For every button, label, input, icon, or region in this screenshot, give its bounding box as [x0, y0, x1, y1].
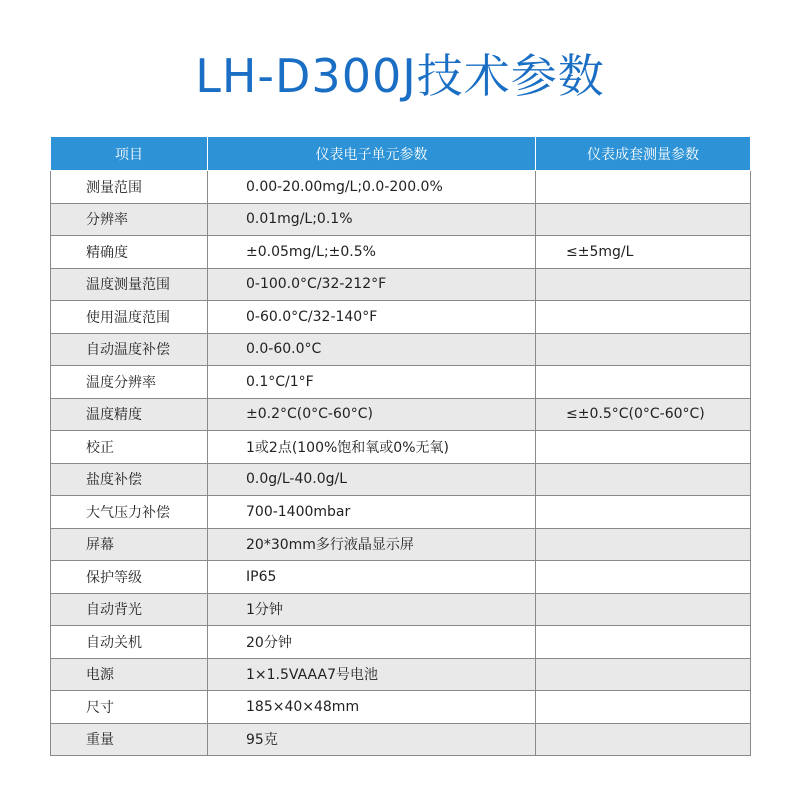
table-row: [51, 301, 751, 334]
cell-item: 测量范围: [51, 171, 208, 204]
cell-item: 电源: [51, 658, 208, 691]
cell-set-param: [536, 463, 751, 496]
cell-item: 温度测量范围: [51, 268, 208, 301]
table-row: [51, 203, 751, 236]
cell-unit-param: 1或2点(100%饱和氧或0%无氧): [208, 431, 536, 464]
cell-set-param: ≤±0.5°C(0°C-60°C): [536, 398, 751, 431]
cell-set-param: [536, 431, 751, 464]
spec-table: [50, 136, 751, 756]
column-header-item: 项目: [51, 137, 208, 171]
cell-unit-param: 0.00-20.00mg/L;0.0-200.0%: [208, 171, 536, 204]
cell-set-param: [536, 658, 751, 691]
cell-unit-param: 0-100.0°C/32-212°F: [208, 268, 536, 301]
cell-set-param: [536, 268, 751, 301]
column-header-unit-params: 仪表电子单元参数: [208, 137, 536, 171]
cell-unit-param: ±0.05mg/L;±0.5%: [208, 236, 536, 269]
table-row: [51, 626, 751, 659]
table-row: [51, 561, 751, 594]
cell-unit-param: 0.1°C/1°F: [208, 366, 536, 399]
table-row: [51, 496, 751, 529]
table-row: [51, 723, 751, 756]
cell-item: 保护等级: [51, 561, 208, 594]
cell-item: 温度分辨率: [51, 366, 208, 399]
table-header-row: [51, 137, 751, 171]
cell-set-param: [536, 171, 751, 204]
cell-item: 温度精度: [51, 398, 208, 431]
table-row: [51, 528, 751, 561]
cell-unit-param: 185×40×48mm: [208, 691, 536, 724]
cell-item: 分辨率: [51, 203, 208, 236]
table-row: [51, 431, 751, 464]
table-row: [51, 658, 751, 691]
cell-item: 屏幕: [51, 528, 208, 561]
cell-unit-param: 1×1.5VAAA7号电池: [208, 658, 536, 691]
page-title: LH-D300J技术参数: [195, 49, 605, 103]
cell-set-param: [536, 561, 751, 594]
cell-unit-param: 0.01mg/L;0.1%: [208, 203, 536, 236]
cell-unit-param: 0.0g/L-40.0g/L: [208, 463, 536, 496]
cell-unit-param: 700-1400mbar: [208, 496, 536, 529]
table-row: [51, 333, 751, 366]
cell-unit-param: 0-60.0°C/32-140°F: [208, 301, 536, 334]
cell-set-param: [536, 203, 751, 236]
cell-item: 自动背光: [51, 593, 208, 626]
cell-set-param: [536, 593, 751, 626]
cell-item: 尺寸: [51, 691, 208, 724]
cell-item: 自动关机: [51, 626, 208, 659]
cell-item: 使用温度范围: [51, 301, 208, 334]
cell-set-param: [536, 528, 751, 561]
cell-set-param: [536, 301, 751, 334]
cell-set-param: [536, 626, 751, 659]
table-row: [51, 366, 751, 399]
cell-item: 校正: [51, 431, 208, 464]
cell-item: 精确度: [51, 236, 208, 269]
table-row: [51, 593, 751, 626]
cell-set-param: [536, 691, 751, 724]
cell-item: 盐度补偿: [51, 463, 208, 496]
cell-unit-param: IP65: [208, 561, 536, 594]
table-row: [51, 463, 751, 496]
cell-unit-param: 1分钟: [208, 593, 536, 626]
table-row: [51, 268, 751, 301]
cell-set-param: [536, 723, 751, 756]
cell-unit-param: 95克: [208, 723, 536, 756]
cell-item: 大气压力补偿: [51, 496, 208, 529]
cell-unit-param: 20分钟: [208, 626, 536, 659]
table-row: [51, 171, 751, 204]
table-row: [51, 236, 751, 269]
column-header-set-params: 仪表成套测量参数: [536, 137, 751, 171]
cell-set-param: [536, 333, 751, 366]
cell-set-param: ≤±5mg/L: [536, 236, 751, 269]
cell-item: 重量: [51, 723, 208, 756]
cell-unit-param: ±0.2°C(0°C-60°C): [208, 398, 536, 431]
cell-item: 自动温度补偿: [51, 333, 208, 366]
cell-unit-param: 0.0-60.0°C: [208, 333, 536, 366]
table-row: [51, 398, 751, 431]
table-row: [51, 691, 751, 724]
cell-set-param: [536, 496, 751, 529]
cell-set-param: [536, 366, 751, 399]
cell-unit-param: 20*30mm多行液晶显示屏: [208, 528, 536, 561]
